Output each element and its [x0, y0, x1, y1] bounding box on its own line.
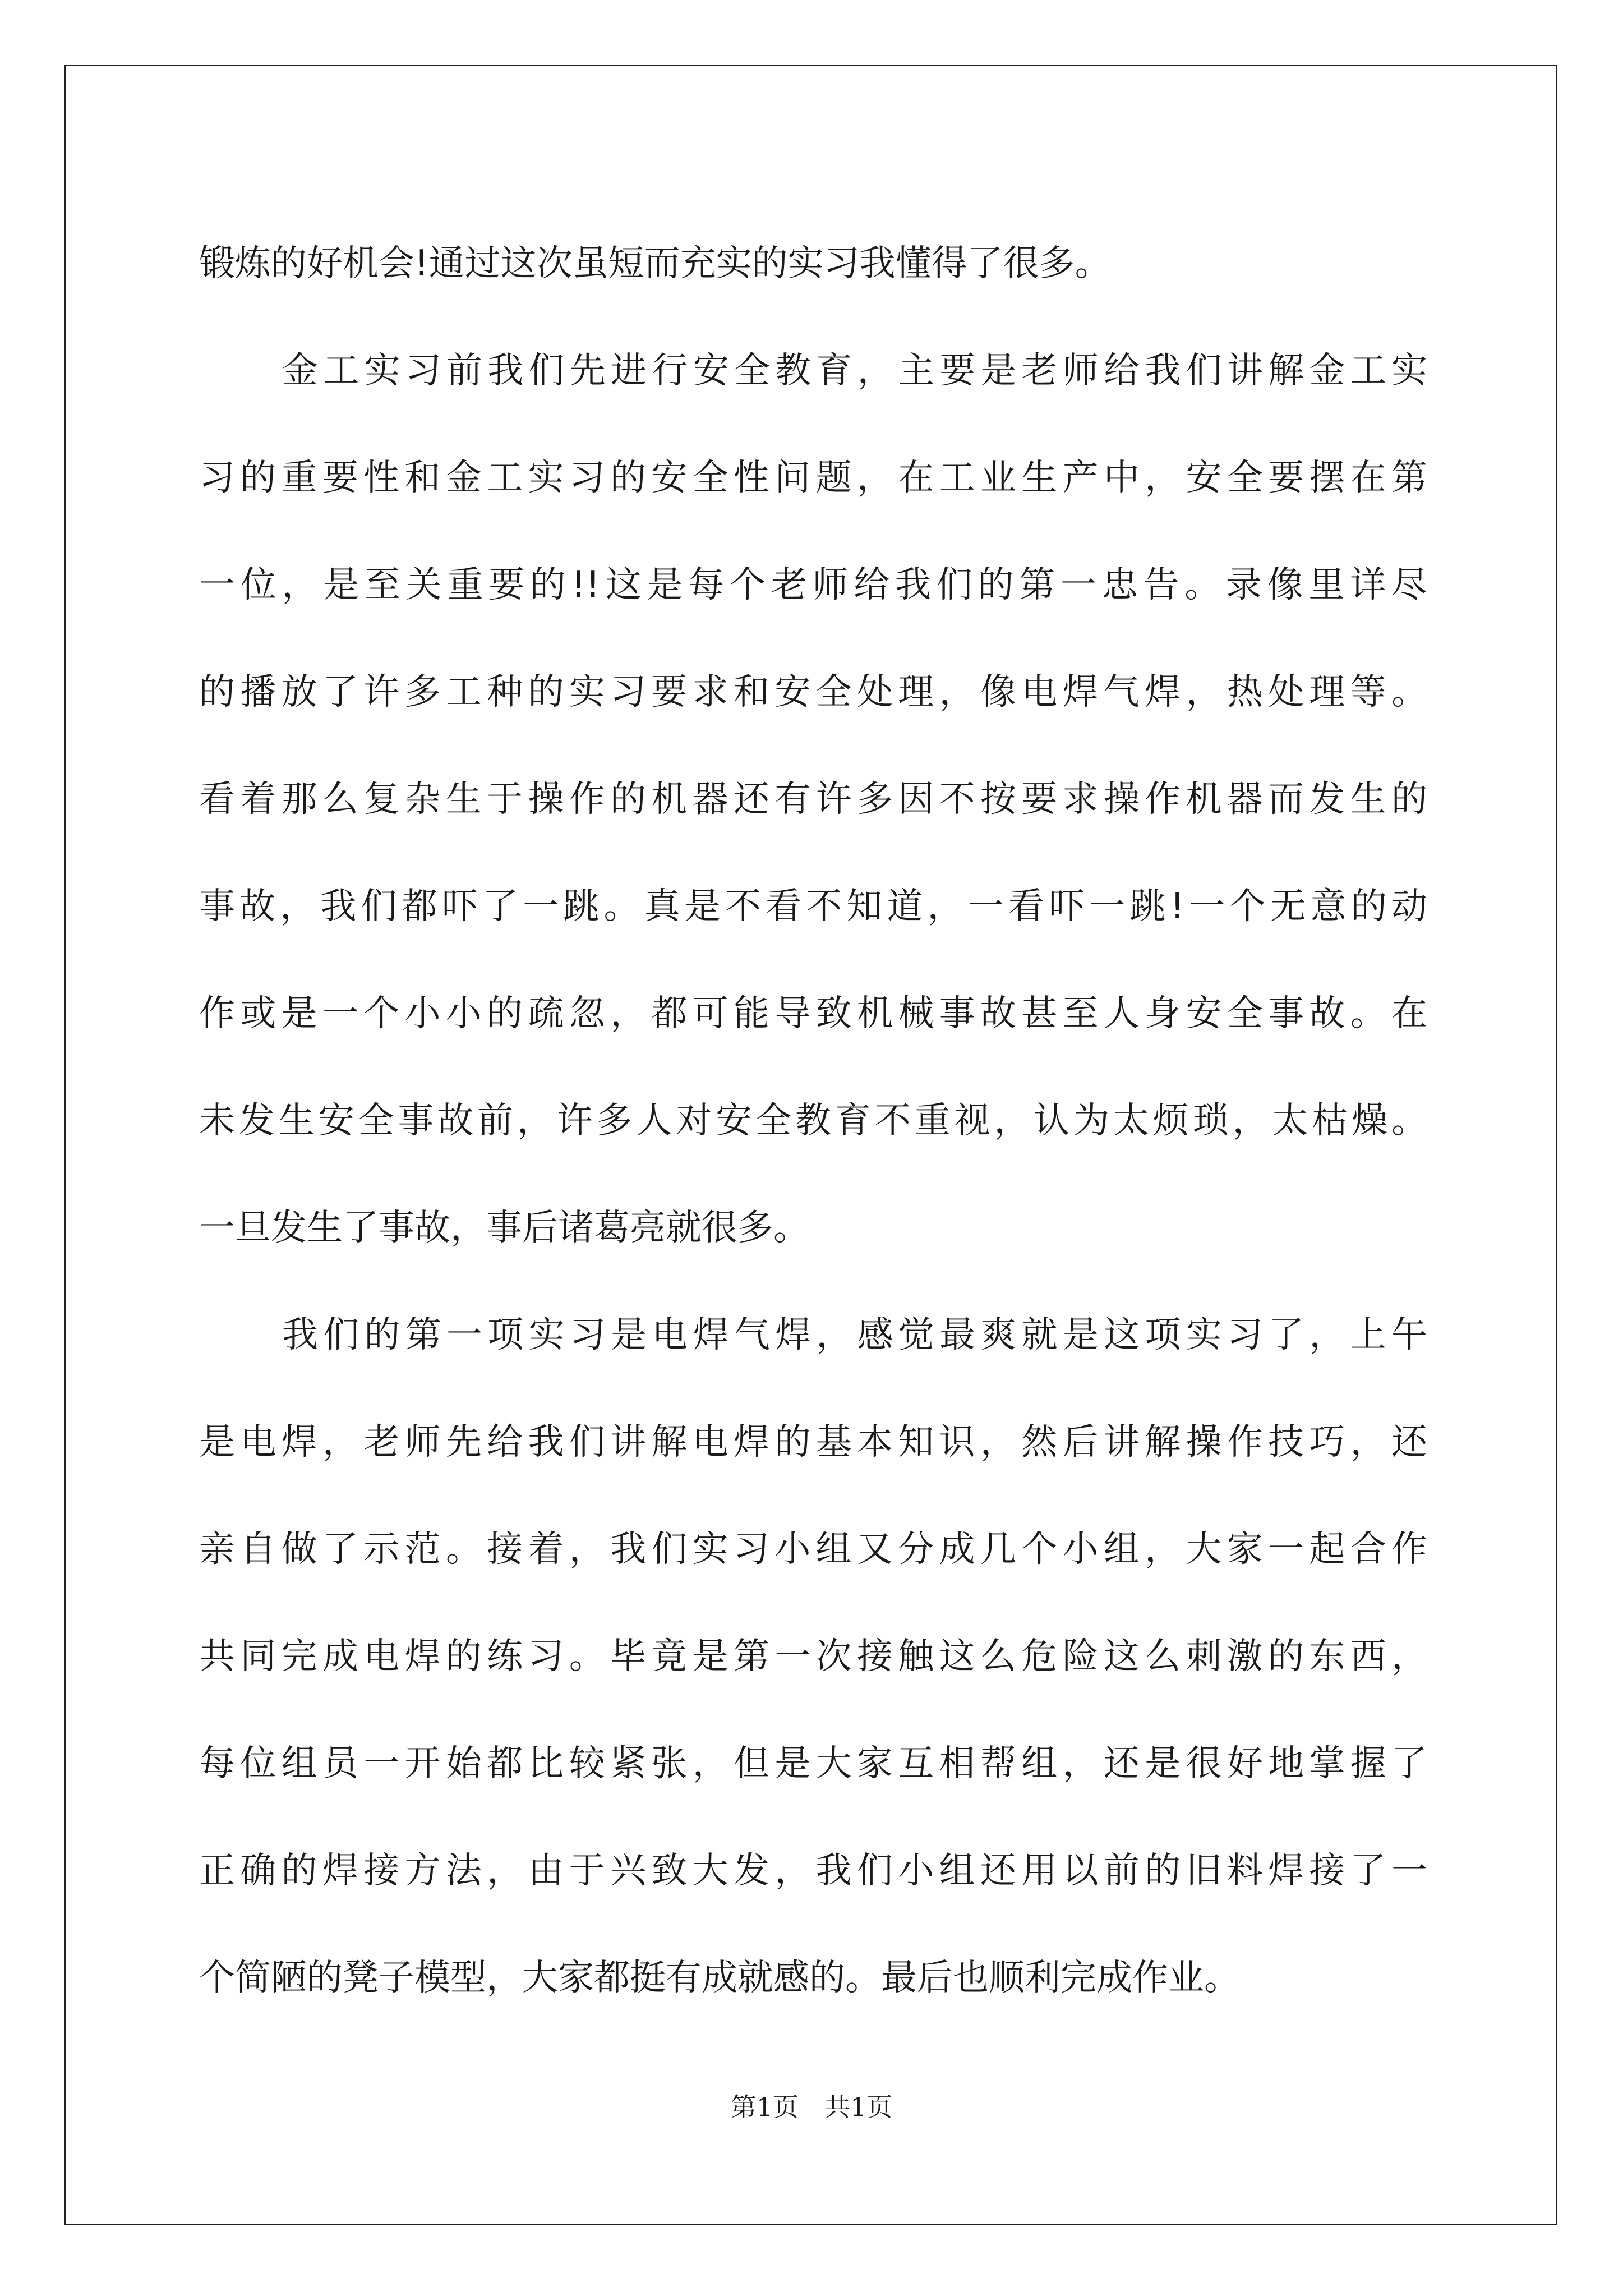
text-line: 事故，我们都吓了一跳。真是不看不知道，一看吓一跳!一个无意的动: [199, 886, 1427, 927]
text-line: 共同完成电焊的练习。毕竟是第一次接触这么危险这么刺激的东西，: [199, 1636, 1427, 1677]
text-line: 的播放了许多工种的实习要求和安全处理，像电焊气焊，热处理等。: [199, 671, 1427, 713]
text-line: 一位，是至关重要的!!这是每个老师给我们的第一忠告。录像里详尽: [199, 564, 1427, 606]
text-line: 每位组员一开始都比较紧张，但是大家互相帮组，还是很好地掌握了: [199, 1743, 1427, 1784]
page-footer: [0, 2087, 1623, 2124]
text-line: 习的重要性和金工实习的安全性问题，在工业生产中，安全要摆在第: [199, 457, 1427, 499]
text-line: 一旦发生了事故，事后诸葛亮就很多。: [199, 1207, 809, 1249]
text-line: 正确的焊接方法，由于兴致大发，我们小组还用以前的旧料焊接了一: [199, 1850, 1427, 1892]
text-line: 我们的第一项实习是电焊气焊，感觉最爽就是这项实习了，上午: [282, 1314, 1427, 1356]
text-line: 锻炼的好机会!通过这次虽短而充实的实习我懂得了很多。: [199, 243, 1111, 284]
text-line: 金工实习前我们先进行安全教育，主要是老师给我们讲解金工实: [282, 350, 1427, 392]
text-line: 个简陋的凳子模型，大家都挺有成就感的。最后也顺利完成作业。: [199, 1957, 1240, 1999]
text-line: 是电焊，老师先给我们讲解电焊的基本知识，然后讲解操作技巧，还: [199, 1421, 1427, 1463]
text-line: 亲自做了示范。接着，我们实习小组又分成几个小组，大家一起合作: [199, 1529, 1427, 1570]
page-number: 第1页 共1页: [730, 2092, 893, 2122]
text-line: 作或是一个小小的疏忽，都可能导致机械事故甚至人身安全事故。在: [199, 993, 1427, 1034]
text-line: 未发生安全事故前，许多人对安全教育不重视，认为太烦琐，太枯燥。: [199, 1100, 1427, 1142]
document-body: [199, 210, 1427, 2032]
text-line: 看着那么复杂生于操作的机器还有许多因不按要求操作机器而发生的: [199, 779, 1427, 820]
